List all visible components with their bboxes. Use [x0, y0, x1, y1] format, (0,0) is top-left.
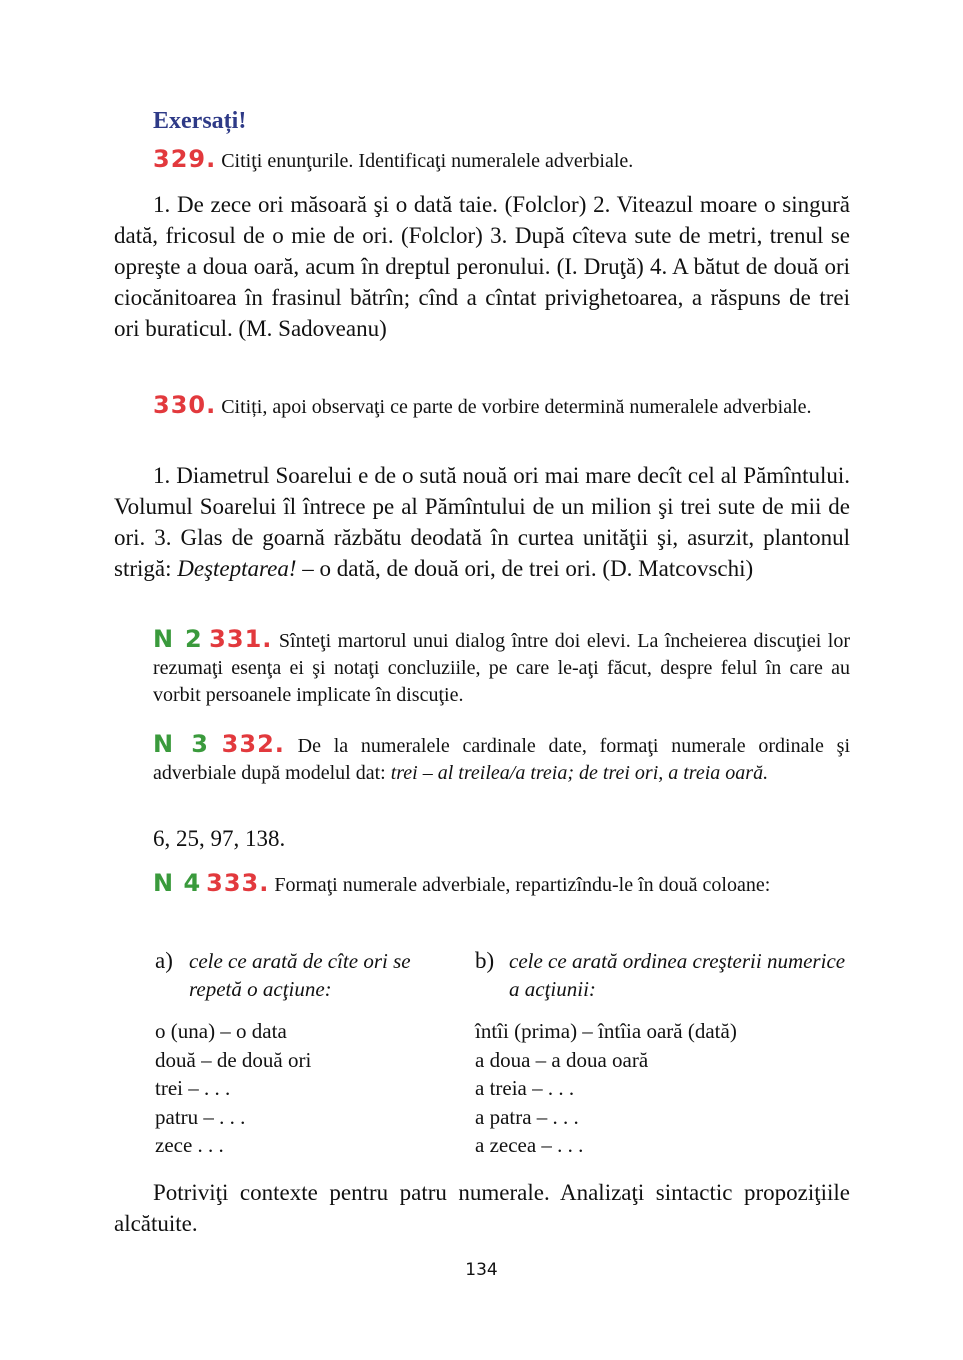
column-b	[475, 947, 850, 1160]
italic-quote: Deşteptarea!	[177, 556, 297, 581]
list-item: patru – . . .	[155, 1104, 246, 1129]
column-mark: b)	[475, 948, 495, 973]
column-a	[155, 947, 455, 1160]
list-item: o (una) – o data	[155, 1019, 287, 1043]
final-instruction	[114, 1177, 850, 1239]
column-header: cele ce arată ordinea creşterii numerice a acţiunii:	[509, 949, 846, 1001]
list-item: a zecea – . . .	[475, 1133, 584, 1157]
level-tag: N 4	[153, 869, 202, 897]
exercise-number: 329.	[153, 145, 217, 173]
list-item: întîi (prima) – întîia oară (dată)	[475, 1019, 737, 1043]
list-item: a patra – . . .	[475, 1104, 579, 1129]
model-text: trei – al treilea/a treia; de trei ori, a treia oară.	[390, 762, 769, 784]
final-text: Potriviţi contexte pentru patru numerale. Analizaţi sintactic propoziţiile alcătuite.	[114, 1180, 850, 1236]
exercise-number: 330.	[153, 391, 217, 419]
list-item: două – de două ori	[155, 1047, 312, 1072]
list-item: a treia – . . .	[475, 1076, 575, 1100]
exercise-text: 1. Diametrul Soarelui e de o sută nouă ori mai mare decît cel al Pămîntului. Volumul Soarelui îl întrece pe al Pămîntului de un milion şi trei sute de mii de ori. 3. Glas de goarnă răzbătu deodată în curtea unităţii şi, asurzit, plantonul strigă:	[114, 463, 850, 581]
exercise-number: 332.	[221, 730, 285, 758]
column-header: cele ce arată de cîte ori se repetă o acţiune:	[189, 949, 411, 1001]
exercise-text-end: – o dată, de două ori, de trei ori. (D. Matcovschi)	[296, 556, 754, 581]
column-mark: a)	[155, 948, 173, 973]
numbers-list: 6, 25, 97, 138.	[153, 826, 286, 851]
exercise-number: 333.	[206, 869, 270, 897]
exercise-330-instruction	[153, 392, 850, 421]
list-item: trei – . . .	[155, 1076, 231, 1100]
level-tag: N 3	[153, 730, 209, 758]
page-number: 134	[465, 1260, 498, 1280]
section-heading: Exersați!	[153, 108, 247, 134]
exercise-330-text	[114, 460, 850, 584]
instruction-text: Citiţi enunţurile. Identificaţi numeralele adverbiale.	[221, 150, 634, 172]
instruction-text: De la numeralele cardinale date, formaţi numerale ordinale şi adverbiale după modelul dat:	[153, 735, 851, 784]
column-a-list	[155, 1017, 455, 1160]
list-item: zece . . .	[155, 1133, 224, 1157]
exercise-332-instruction	[153, 731, 850, 787]
column-b-list	[475, 1017, 850, 1160]
instruction-text: Formaţi numerale adverbiale, repartizîndu-le în două coloane:	[274, 874, 771, 896]
exercise-number: 331.	[209, 625, 273, 653]
exercise-333-instruction	[153, 870, 850, 899]
exercise-329-instruction	[153, 146, 850, 175]
exercise-331-instruction	[153, 626, 850, 709]
level-tag: N 2	[153, 625, 203, 653]
exercise-text: 1. De zece ori măsoară şi o dată taie. (Folclor) 2. Viteazul moare o singură dată, fricosul de o mie de ori. (Folclor) 3. După cîteva sute de metri, trenul se opreşte a doua oară, acum în dreptul peronului. (I. Druţă) 4. A bătut de două ori ciocănitoarea în frasinul bătrîn; cînd a cîntat privighetoarea, a răspuns de trei ori buraticul. (M. Sadoveanu)	[114, 192, 850, 341]
instruction-text: Citiți, apoi observaţi ce parte de vorbire determină numeralele adverbiale.	[221, 396, 812, 418]
exercise-329-text	[114, 189, 850, 344]
list-item: a doua – a doua oară	[475, 1047, 649, 1072]
instruction-text: Sînteţi martorul unui dialog între doi elevi. La încheierea discuţiei lor rezumaţi esenţa ei şi notaţi concluziile, pe care le-aţi făcut, despre felul în care au vorbit persoanele implicate în discuţie.	[153, 630, 850, 706]
